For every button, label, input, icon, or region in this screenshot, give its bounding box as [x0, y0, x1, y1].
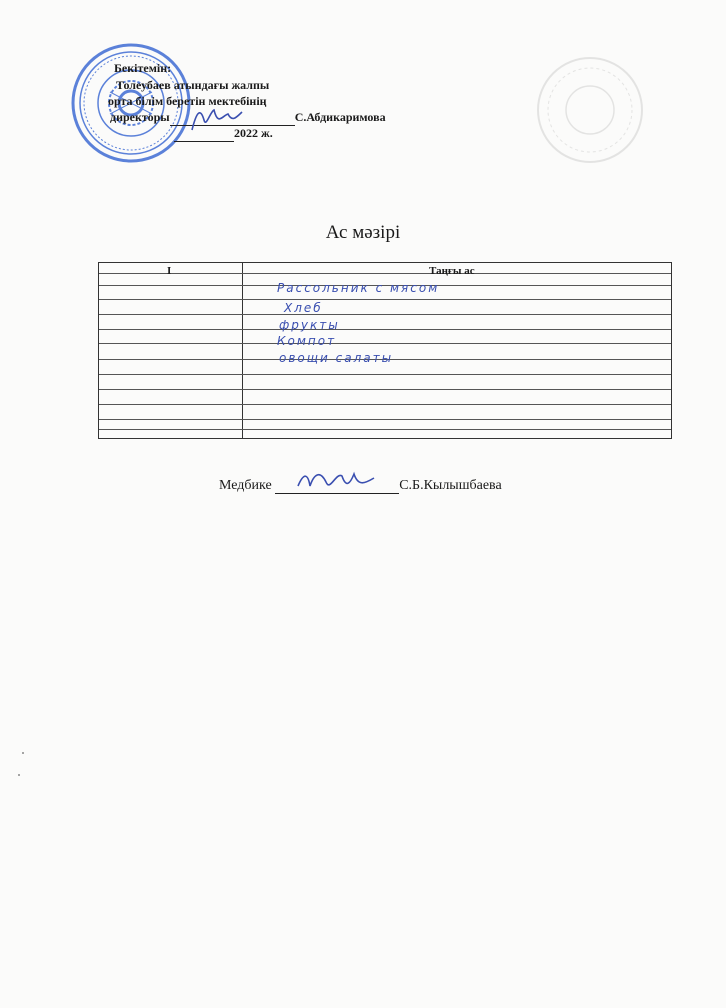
approval-heading: Бекітемін:	[114, 61, 172, 75]
menu-item: овощи салаты	[279, 351, 394, 365]
approval-year: 2022 ж.	[234, 126, 273, 140]
table-header-breakfast: Таңғы ас	[429, 265, 475, 277]
approval-line-school-type: орта білім беретін мектебінің	[108, 94, 267, 108]
director-label: директоры	[110, 110, 170, 124]
faded-stamp-icon	[535, 55, 645, 165]
menu-item: Хлеб	[284, 301, 323, 315]
menu-item: Компот	[277, 334, 337, 348]
director-name: С.Абдикаримова	[294, 110, 386, 124]
page-title: Ас мәзірі	[325, 222, 401, 243]
scan-speck	[22, 752, 24, 754]
table-header-col1: I	[167, 265, 172, 277]
nurse-signature-line	[219, 478, 502, 494]
menu-item: Рассольник с мясом	[277, 281, 440, 295]
approval-line-school: Толеубаев атындағы жалпы	[116, 78, 270, 92]
signature-icon	[186, 100, 246, 136]
scan-speck	[18, 774, 20, 776]
nurse-name: С.Б.Кылышбаева	[399, 478, 502, 493]
nurse-role: Медбике	[219, 478, 272, 493]
menu-table	[98, 262, 672, 439]
approval-line-director	[110, 109, 386, 126]
menu-item: фрукты	[279, 318, 340, 332]
